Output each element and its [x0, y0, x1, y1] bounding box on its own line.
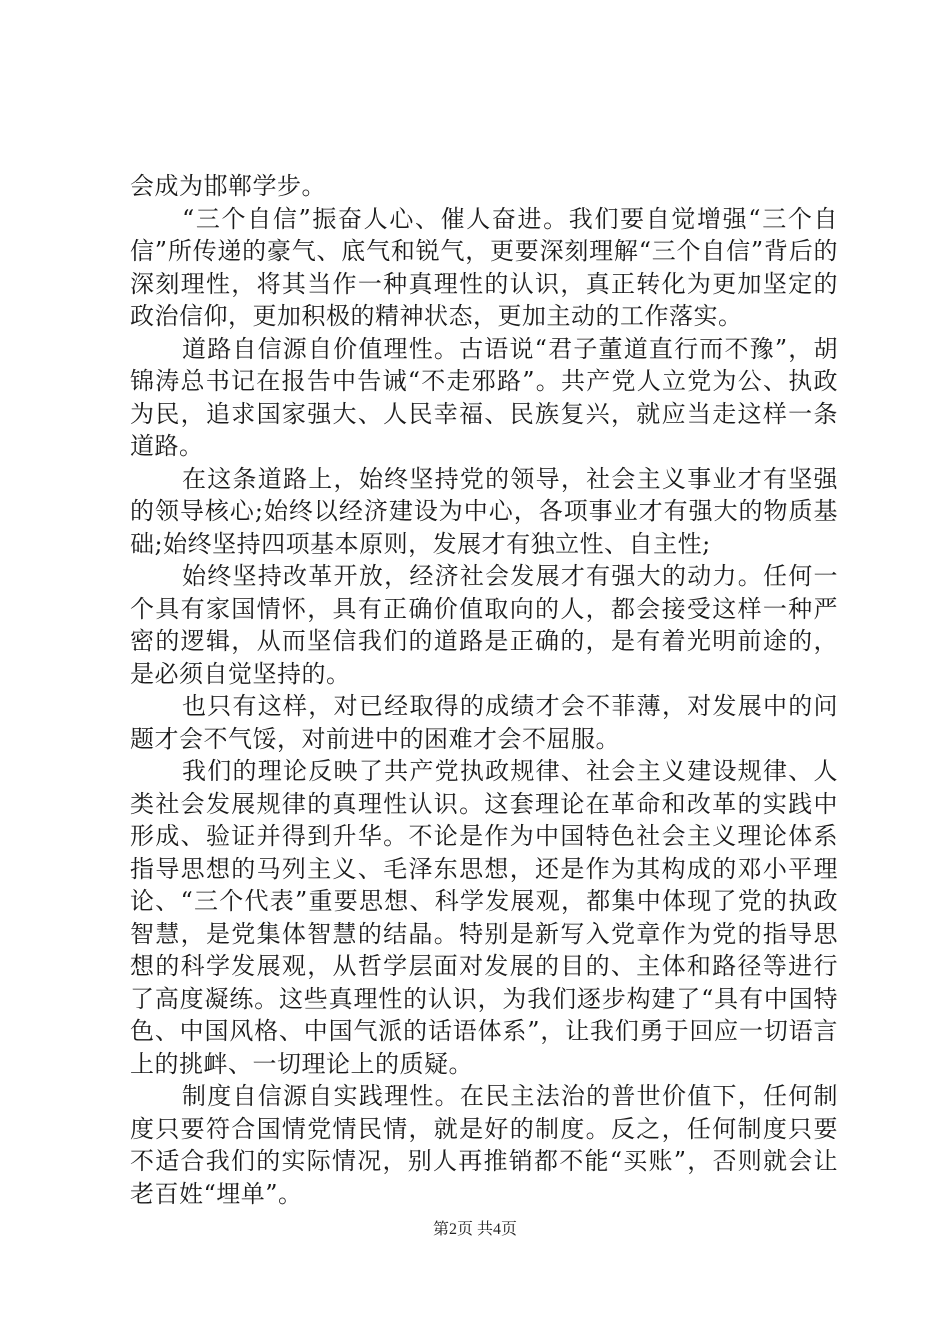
paragraph-8: 制度自信源自实践理性。在民主法治的普世价值下，任何制度只要符合国情党情民情，就是好的制度。反之，任何制度只要不适合我们的实际情况，别人再推销都不能“买账”，否则就会让老百姓“埋单”。 [130, 1082, 838, 1208]
paragraph-7: 我们的理论反映了共产党执政规律、社会主义建设规律、人类社会发展规律的真理性认识。这套理论在革命和改革的实践中形成、验证并得到升华。不论是作为中国特色社会主义理论体系指导思想的马列主义、毛泽东思想，还是作为其构成的邓小平理论、“三个代表”重要思想、科学发展观，都集中体现了党的执政智慧，是党集体智慧的结晶。特别是新写入党章作为党的指导思想的科学发展观，从哲学层面对发展的目的、主体和路径等进行了高度凝练。这些真理性的认识，为我们逐步构建了“具有中国特色、中国风格、中国气派的话语体系”，让我们勇于回应一切语言上的挑衅、一切理论上的质疑。 [130, 757, 838, 1078]
paragraph-1: 会成为邯郸学步。 [130, 172, 326, 200]
paragraph-5: 始终坚持改革开放，经济社会发展才有强大的动力。任何一个具有家国情怀，具有正确价值取向的人，都会接受这样一种严密的逻辑，从而坚信我们的道路是正确的，是有着光明前途的，是必须自觉坚持的。 [130, 562, 838, 688]
paragraph-4: 在这条道路上，始终坚持党的领导，社会主义事业才有坚强的领导核心;始终以经济建设为中心，各项事业才有强大的物质基础;始终坚持四项基本原则，发展才有独立性、自主性; [130, 464, 838, 558]
paragraph-3: 道路自信源自价值理性。古语说“君子董道直行而不豫”，胡锦涛总书记在报告中告诫“不走邪路”。共产党人立党为公、执政为民，追求国家强大、人民幸福、民族复兴，就应当走这样一条道路。 [130, 334, 838, 460]
page-footer [0, 1216, 950, 1239]
paragraph-2: “三个自信”振奋人心、催人奋进。我们要自觉增强“三个自信”所传递的豪气、底气和锐气，更要深刻理解“三个自信”背后的深刻理性，将其当作一种真理性的认识，真正转化为更加坚定的政治信仰，更加积极的精神状态，更加主动的工作落实。 [130, 204, 838, 330]
page-number-label: 第2页 共4页 [432, 1221, 517, 1238]
paragraph-6: 也只有这样，对已经取得的成绩才会不菲薄，对发展中的问题才会不气馁，对前进中的困难才会不屈服。 [130, 692, 838, 753]
document-body [130, 170, 838, 1210]
